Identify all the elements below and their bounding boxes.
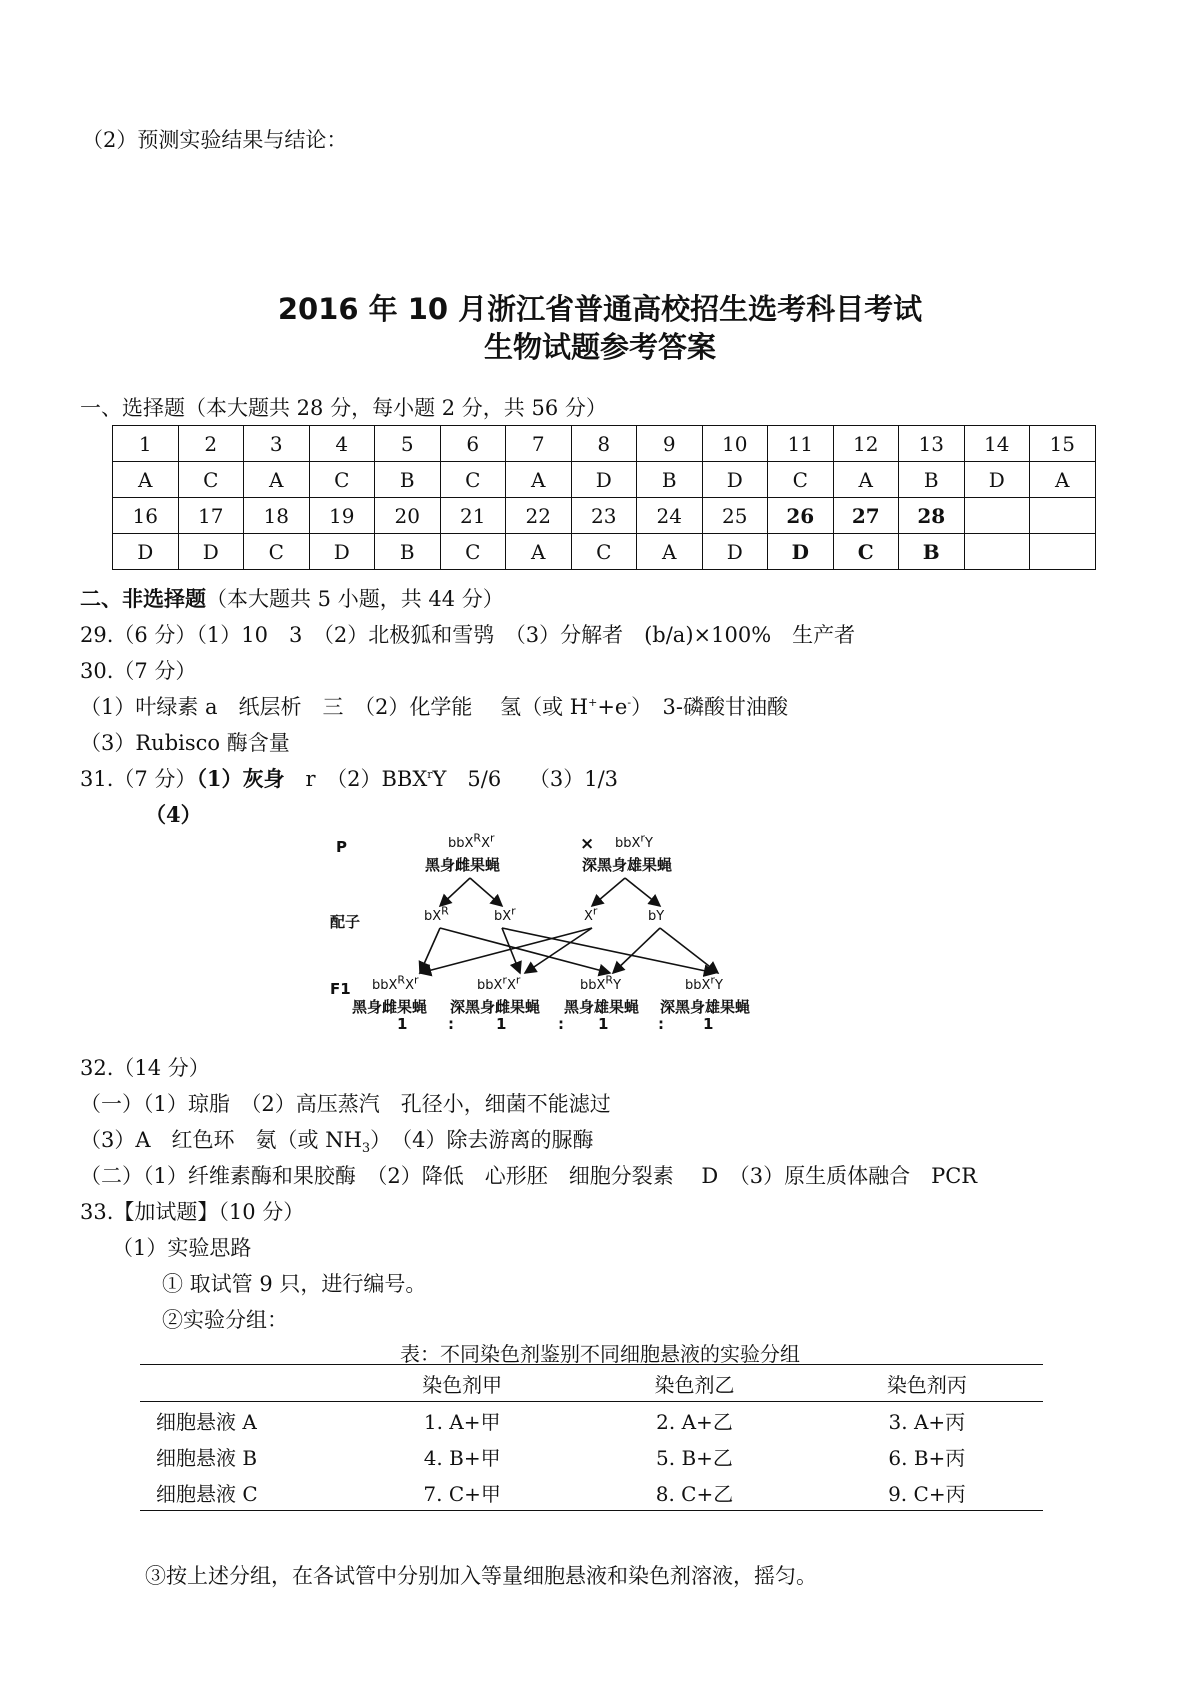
group-table xyxy=(140,1364,1043,1511)
section1-heading: 一、选择题（本大题共 28 分，每小题 2 分，共 56 分） xyxy=(80,396,607,420)
q31-part1-rest: r （2）BBX xyxy=(284,767,428,791)
q33-step2: ②实验分组： xyxy=(162,1308,288,1332)
answer-cell: 2 xyxy=(178,426,244,462)
answer-cell: B xyxy=(375,534,441,570)
answer-cell: C xyxy=(768,462,834,498)
q30-line1-c: ） 3-磷酸甘油酸 xyxy=(631,695,789,719)
answer-cell: 26 xyxy=(768,498,834,534)
q30-line1-a: （1）叶绿素 a 纸层析 三 （2）化学能 氢（或 H xyxy=(80,695,589,719)
answer-cell: D xyxy=(964,462,1030,498)
arrow-g3-f1a xyxy=(420,928,592,973)
arrow-g4-f1c xyxy=(613,928,660,973)
group-cell: 3. A+丙 xyxy=(888,1409,966,1434)
f1-genotype-part: r xyxy=(710,973,715,987)
q30-sup-minus: - xyxy=(627,696,632,709)
ratio-sep-2: : xyxy=(558,1015,564,1033)
f1-genotype xyxy=(580,973,622,993)
g1-t: bX xyxy=(424,909,442,924)
q33-sub1: （1）实验思路 xyxy=(112,1236,252,1260)
group-cell: 6. B+丙 xyxy=(888,1445,966,1470)
label-parent: P xyxy=(336,838,347,856)
answer-cell: A xyxy=(113,462,179,498)
answer-cell xyxy=(1030,534,1096,570)
pf-g: bbX xyxy=(448,836,474,851)
pm-t: Y xyxy=(644,836,653,851)
gamete-1 xyxy=(424,904,449,924)
arrow-male-g3 xyxy=(592,878,625,906)
answer-cell: D xyxy=(113,534,179,570)
q30-line1-b: +e xyxy=(597,695,628,719)
ratio-4: 1 xyxy=(703,1015,714,1033)
answer-cell: A xyxy=(244,462,310,498)
group-cell: 4. B+甲 xyxy=(423,1445,501,1470)
parent-male-genotype xyxy=(615,831,653,851)
group-cell: 细胞悬液 C xyxy=(140,1474,346,1511)
answer-cell: C xyxy=(244,534,310,570)
answer-cell: 1 xyxy=(113,426,179,462)
group-header-cell: 染色剂甲 xyxy=(346,1365,578,1402)
parent-female-genotype xyxy=(448,831,495,851)
f1-genotype xyxy=(372,973,419,993)
page-subtitle: 生物试题参考答案 xyxy=(483,330,716,364)
parent-female-phenotype: 黑身雌果蝇 xyxy=(425,856,501,874)
group-cell: 7. C+甲 xyxy=(346,1474,578,1511)
group-header-cell xyxy=(140,1365,346,1402)
f1-genotype-part: r xyxy=(502,973,507,987)
answer-cell: C xyxy=(440,534,506,570)
cross-diagram xyxy=(330,828,850,1042)
f1-genotype-part: X xyxy=(405,978,414,993)
pf-s2: r xyxy=(489,831,495,845)
q30-header: 30.（7 分） xyxy=(80,659,197,683)
answer-cell: D xyxy=(702,462,768,498)
q32-sub: 3 xyxy=(361,1141,371,1157)
f1-genotype-part: Y xyxy=(613,978,622,993)
section2-heading xyxy=(80,583,504,613)
f1-phenotype: 黑身雄果蝇 xyxy=(564,998,640,1016)
answer-cell: A xyxy=(637,534,703,570)
answer-cell: A xyxy=(506,534,572,570)
q32-line2 xyxy=(80,1124,594,1157)
q31-sup: r xyxy=(427,768,433,781)
answer-row xyxy=(113,498,1096,534)
group-table-row xyxy=(140,1402,1043,1439)
section2-label: 二、非选择题 xyxy=(80,586,206,611)
group-cell: 1. A+甲 xyxy=(423,1409,501,1434)
arrow-g1-f1c xyxy=(440,928,610,973)
group-cell: 8. C+乙 xyxy=(578,1474,810,1511)
f1-genotype-part: R xyxy=(397,973,406,987)
arrow-male-g4 xyxy=(625,878,660,906)
q31-part1-bold: 灰身 xyxy=(242,766,285,791)
section2-note: （本大题共 5 小题，共 44 分） xyxy=(206,587,504,611)
q31-line1 xyxy=(80,763,618,793)
group-cell: 细胞悬液 B xyxy=(156,1445,258,1470)
table-caption: 表：不同染色剂鉴别不同细胞悬液的实验分组 xyxy=(400,1342,800,1366)
answer-cell: 28 xyxy=(899,498,965,534)
answer-cell: 27 xyxy=(833,498,899,534)
answer-cell: B xyxy=(637,462,703,498)
answer-cell: 18 xyxy=(244,498,310,534)
f1-genotype-part: bbX xyxy=(685,978,711,993)
f1-genotype-part: Y xyxy=(714,978,723,993)
q32-line2-a: （3）A 红色环 氨（或 NH xyxy=(80,1128,362,1152)
answer-cell: 25 xyxy=(702,498,768,534)
arrow-female-g2 xyxy=(470,878,502,906)
f1-phenotype: 深黑身雄果蝇 xyxy=(660,998,751,1016)
answer-cell: 24 xyxy=(637,498,703,534)
answer-cell: 7 xyxy=(506,426,572,462)
answer-cell: D xyxy=(702,534,768,570)
answer-cell: A xyxy=(833,462,899,498)
answer-cell: C xyxy=(571,534,637,570)
answer-cell: 23 xyxy=(571,498,637,534)
group-header-cell: 染色剂乙 xyxy=(578,1365,810,1402)
arrow-female-g1 xyxy=(440,878,470,906)
f1-genotype-part: r xyxy=(515,973,521,987)
answer-cell: C xyxy=(833,534,899,570)
answer-cell: 8 xyxy=(571,426,637,462)
answer-cell: D xyxy=(309,534,375,570)
answer-row xyxy=(113,462,1096,498)
q30-line2: （3）Rubisco 酶含量 xyxy=(80,731,290,755)
answer-cell: 12 xyxy=(833,426,899,462)
answer-cell: 21 xyxy=(440,498,506,534)
answer-cell: C xyxy=(440,462,506,498)
q33-header: 33.【加试题】（10 分） xyxy=(80,1200,305,1224)
answer-cell: B xyxy=(375,462,441,498)
group-cell: 细胞悬液 A xyxy=(156,1409,257,1434)
answer-cell: 19 xyxy=(309,498,375,534)
answer-cell: 9 xyxy=(637,426,703,462)
ratio-2: 1 xyxy=(496,1015,507,1033)
q30-sup-plus: + xyxy=(588,696,598,709)
answer-cell: B xyxy=(899,462,965,498)
answer-cell: 5 xyxy=(375,426,441,462)
answer-cell: D xyxy=(571,462,637,498)
answer-cell: A xyxy=(506,462,572,498)
g3-t: X xyxy=(584,909,593,924)
q29-answer: 29.（6 分）（1）10 3 （2）北极狐和雪鸮 （3）分解者 (b/a)×100% 生产者 xyxy=(80,623,856,647)
q31-part4-label: （4） xyxy=(145,802,202,827)
answer-cell: D xyxy=(178,534,244,570)
group-cell: 9. C+丙 xyxy=(811,1474,1043,1511)
gamete-4: bY xyxy=(648,909,665,924)
group-table-row xyxy=(140,1474,1043,1511)
f1-genotype-part: bbX xyxy=(580,978,606,993)
answer-row xyxy=(113,426,1096,462)
q32-line3: （二）（1）纤维素酶和果胶酶 （2）降低 心形胚 细胞分裂素 D （3）原生质体融合 PCR xyxy=(80,1164,978,1188)
q33-step3: ③按上述分组，在各试管中分别加入等量细胞悬液和染色剂溶液，摇匀。 xyxy=(145,1564,817,1588)
group-table-header xyxy=(140,1365,1043,1402)
ratio-sep-3: : xyxy=(658,1015,664,1033)
pf-m: X xyxy=(481,836,490,851)
prior-question-line: （2）预测实验结果与结论： xyxy=(82,128,348,152)
q31-part1-tail: Y 5/6 （3）1/3 xyxy=(432,767,619,791)
group-cell: 5. B+乙 xyxy=(656,1445,733,1470)
group-header-cell: 染色剂丙 xyxy=(811,1365,1043,1402)
answer-cell: 10 xyxy=(702,426,768,462)
gamete-3 xyxy=(584,904,598,924)
answer-cell xyxy=(964,534,1030,570)
answer-cell: 3 xyxy=(244,426,310,462)
answer-cell: 13 xyxy=(899,426,965,462)
answer-row xyxy=(113,534,1096,570)
answer-cell: D xyxy=(768,534,834,570)
answer-cell: 20 xyxy=(375,498,441,534)
gamete-2 xyxy=(494,904,516,924)
arrow-g1-f1a xyxy=(420,928,440,973)
answer-cell: C xyxy=(178,462,244,498)
q32-header: 32.（14 分） xyxy=(80,1056,210,1080)
answer-cell: A xyxy=(1030,462,1096,498)
q32-line1: （一）（1）琼脂 （2）高压蒸汽 孔径小，细菌不能滤过 xyxy=(80,1092,611,1116)
g2-t: bX xyxy=(494,909,512,924)
parent-male-phenotype: 深黑身雄果蝇 xyxy=(582,856,673,874)
answer-cell: 17 xyxy=(178,498,244,534)
arrow-g4-f1d xyxy=(660,928,718,973)
pm-g: bbX xyxy=(615,836,641,851)
answer-cell xyxy=(1030,498,1096,534)
ratio-1: 1 xyxy=(397,1015,408,1033)
g3-s: r xyxy=(592,904,598,918)
f1-phenotype: 深黑身雌果蝇 xyxy=(450,998,541,1016)
pm-s: r xyxy=(640,831,645,845)
f1-genotype-part: bbX xyxy=(477,978,503,993)
f1-genotype-part: R xyxy=(605,973,614,987)
f1-genotype xyxy=(685,973,723,993)
f1-genotype-part: X xyxy=(506,978,516,993)
answer-cell: B xyxy=(899,534,965,570)
g1-s: R xyxy=(441,904,449,918)
answer-cell: 22 xyxy=(506,498,572,534)
label-f1: F1 xyxy=(330,980,351,998)
f1-genotype-part: bbX xyxy=(372,978,398,993)
page-title: 2016 年 10 月浙江省普通高校招生选考科目考试 xyxy=(277,292,923,326)
f1-phenotype: 黑身雌果蝇 xyxy=(352,998,428,1016)
f1-genotype xyxy=(477,973,521,993)
answer-cell xyxy=(964,498,1030,534)
label-gametes: 配子 xyxy=(330,913,361,931)
q31-part1-open: （1） xyxy=(196,766,243,791)
answer-cell: 14 xyxy=(964,426,1030,462)
answer-cell: 4 xyxy=(309,426,375,462)
answer-cell: 6 xyxy=(440,426,506,462)
q32-line2-b: ） （4）除去游离的脲酶 xyxy=(370,1128,594,1152)
answer-cell: 11 xyxy=(768,426,834,462)
q31-prefix: 31.（7 分） xyxy=(80,767,197,791)
q30-line1 xyxy=(80,691,788,721)
answer-cell: C xyxy=(309,462,375,498)
q33-step1: ① 取试管 9 只，进行编号。 xyxy=(162,1272,427,1296)
group-cell: 2. A+乙 xyxy=(656,1409,733,1434)
answer-cell: 15 xyxy=(1030,426,1096,462)
cross-symbol: × xyxy=(580,834,595,854)
f1-genotype-part: r xyxy=(413,973,419,987)
pf-s1: R xyxy=(473,831,482,845)
g2-s: r xyxy=(511,904,516,918)
group-table-row xyxy=(140,1438,1043,1474)
answer-table xyxy=(112,425,1096,570)
answer-cell: 16 xyxy=(113,498,179,534)
ratio-sep-1: : xyxy=(448,1015,454,1033)
ratio-3: 1 xyxy=(598,1015,609,1033)
